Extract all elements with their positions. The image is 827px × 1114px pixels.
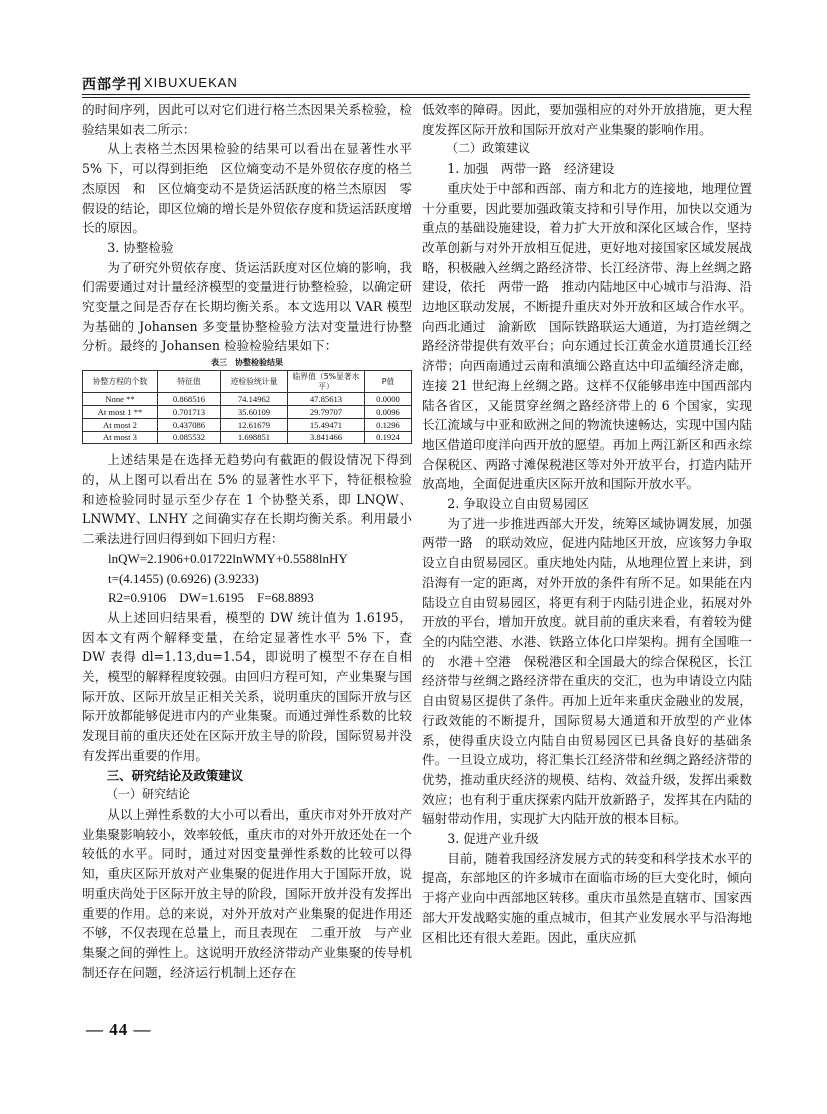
cointegration-table (82, 370, 412, 444)
paragraph: 目前，随着我国经济发展方式的转变和科学技术水平的提高，东部地区的许多城市在面临市场的巨大变化时，倾向于将产业向中西部地区转移。重庆市虽然是直辖市、国家西部大开发战略实施的重点城市，但其产业发展水平与沿海地区相比还有很大差距。因此，重庆应抓 (422, 850, 752, 945)
table-header-cell: 迹检验统计量 (221, 371, 288, 393)
table-row (83, 393, 412, 406)
paragraph: 从上述回归结果看，模型的 DW 统计值为 1.6195，因本文有两个解释变量，在给定显著性水平 5% 下，查 DW 表得 dl=1.13,du=1.54，即说明了模型不存在自相关，模型的解释程度较强。由回归方程可知，产业集聚与国际开放、区际开放呈正相关关系，说明重庆的国际开放与区际开放都能够促进市内的产业集聚。而通过弹性系数的比较发现目前的重庆还处在区际开放主导的阶段，国际贸易并没有发挥出重要的作用。 (82, 609, 412, 763)
table-cell: At most 3 (83, 431, 158, 444)
section-heading: 三、研究结论及政策建议 (106, 767, 244, 783)
table-cell: 47.85613 (288, 393, 365, 406)
paragraph: 为了研究外贸依存度、货运活跃度对区位熵的影响，我们需要通过对计量经济模型的变量进行协整检验，以确定研究变量之间是否存在长期均衡关系。本文选用以 VAR 模型为基础的 Johansen 多变量协整检验方法对变量进行协整分析。最终的 Johansen 检验检验结果如下： (82, 259, 412, 354)
journal-title-cn: 西部学刊 (82, 77, 142, 93)
table-header-cell: 协整方程的个数 (83, 371, 158, 393)
table-row (83, 431, 412, 444)
table-header-cell: 特征值 (158, 371, 221, 393)
header-rule-thin (82, 97, 750, 98)
subsection-heading: 3. 促进产业升级 (447, 831, 539, 847)
paragraph: 低效率的障碍。因此，要加强相应的对外开放措施，更大程度发挥区际开放和国际开放对产业集聚的影响作用。 (422, 102, 752, 137)
regression-t-values: t=(4.1455) (0.6926) (3.9233) (108, 570, 259, 586)
running-header (82, 74, 750, 96)
table-header-row (83, 371, 412, 393)
subsection-heading: 2. 争取设立自由贸易园区 (447, 496, 590, 512)
subsection-heading: 1. 加强 两带一路 经济建设 (447, 161, 615, 177)
table-cell: 12.61679 (221, 418, 288, 431)
table-cell: 1.698851 (221, 431, 288, 444)
left-column (82, 100, 412, 982)
table-cell: None ** (83, 393, 158, 406)
table-cell: 3.841466 (288, 431, 365, 444)
table-cell: 35.60109 (221, 405, 288, 418)
table-row (83, 405, 412, 418)
table-cell: At most 1 ** (83, 405, 158, 418)
paragraph: 上述结果是在选择无趋势向有截距的假设情况下得到的，从上图可以看出在 5% 的显著性水平下，特征根检验和迹检验同时显示至少存在 1 个协整关系，即 LNQW、LNWMY、LNHY 之间确实存在长期均衡关系。利用最小二乘法进行回归得到如下回归方程： (82, 452, 412, 547)
paragraph: 为了进一步推进西部大开发，统筹区域协调发展，加强 两带一路 的联动效应，促进内陆地区开放，应该努力争取设立自由贸易园区。重庆地处内陆，从地理位置上来讲，到沿海有一定的距离，对外开放的条件有所不足。如果能在内陆设立自由贸易园区，将更有利于内陆引进企业，拓展对外开放的平台，增加开放度。就目前的重庆来看，有着较为健全的内陆空港、水港、铁路立体化口岸架构。拥有全国唯一的 水港＋空港 保税港区和全国最大的综合保税区，长江经济带与丝绸之路经济带在重庆的交汇，也为申请设立内陆自由贸易区提供了条件。再加上近年来重庆金融业的发展，行政效能的不断提升，国际贸易大通道和开放型的产业体系，使得重庆设立内陆自由贸易园区已具备良好的基础条件。一旦设立成功，将汇集长江经济带和丝绸之路经济带的优势，推动重庆经济的规模、结构、效益升级，发挥出乘数效应；也有利于重庆探索内陆开放新路子，发挥其在内陆的辐射带动作用，实现扩大内陆开放的根本目标。 (422, 515, 765, 827)
table-header-cell: P值 (365, 371, 412, 393)
paragraph: 重庆处于中部和西部、南方和北方的连接地，地理位置十分重要，因此要加强政策支持和引导作用，加快以交通为重点的基础设施建设，着力扩大开放和深化区域合作，坚持改革创新与对外开放相互促进，更好地对接国家区域发展战略，积极融入丝绸之路经济带、长江经济带、海上丝绸之路建设，依托 两带一路 推动内陆地区中心城市与沿海、沿边地区联动发展，不断提升重庆对外开放和区域合作水平。向西北通过 渝新欧 国际铁路联运大通道，为打造丝绸之路经济带提供有效平台；向东通过长江黄金水道贯通长江经济带；向西南通过云南和滇缅公路直达中印孟缅经济走廊，连接 21 世纪海上丝绸之路。这样不仅能够串连中国西部内陆各省区，又能贯穿丝绸之路经济带上的 6 个国家，实现长江流域与中亚和欧洲之间的物流快速畅达，实现中国内陆地区借道印度洋向西开放的愿望。再加上两江新区和西永综合保税区、两路寸滩保税港区等对外开放平台，打造内陆开放高地，全面促进重庆区际开放和国际开放水平。 (422, 180, 752, 492)
table-cell: 0.0096 (365, 405, 412, 418)
subsection-heading: （二）政策建议 (446, 141, 531, 156)
table-cell: 0.1296 (365, 418, 412, 431)
paragraph: 的时间序列，因此可以对它们进行格兰杰因果关系检验，检验结果如表二所示： (82, 102, 412, 137)
paragraph: 从以上弹性系数的大小可以看出，重庆市对外开放对产业集聚影响较小，效率较低，重庆市的对外开放还处在一个较低的水平。同时，通过对因变量弹性系数的比较可以得知，重庆区际开放对产业集聚的促进作用大于国际开放，说明重庆尚处于区际开放主导的阶段，国际开放并没有发挥出重要的作用。总的来说，对外开放对产业集聚的促进作用还不够，不仅表现在总量上，而且表现在 二重开放 与产业集聚之间的弹性上。这说明开放经济带动产业集聚的传导机制还存在问题，经济运行机制上还存在 (82, 806, 412, 980)
table-cell: 0.868516 (158, 393, 221, 406)
table-cell: 0.085532 (158, 431, 221, 444)
table-cell: 0.437086 (158, 418, 221, 431)
table-row (83, 418, 412, 431)
paragraph: 从上表格兰杰因果检验的结果可以看出在显著性水平 5% 下，可以得到拒绝 区位熵变动不是外贸依存度的格兰杰原因 和 区位熵变动不是货运活跃度的格兰杰原因 零假设的结论，即区位熵的增长是外贸依存度和货运活跃度增长的原因。 (82, 141, 412, 236)
page-number: — 44 — (86, 1020, 152, 1039)
table-header-cell: 临界值（5%显著水平） (288, 371, 365, 393)
subsection-heading: （一）研究结论 (106, 787, 191, 802)
regression-statistics: R2=0.9106 DW=1.6195 F=68.8893 (108, 590, 314, 606)
table-cell: 0.701713 (158, 405, 221, 418)
table-cell: 15.49471 (288, 418, 365, 431)
regression-equation: lnQW=2.1906+0.01722lnWMY+0.5588lnHY (108, 550, 348, 566)
table-cell: 0.0000 (365, 393, 412, 406)
journal-title-en: XIBUXUEKAN (144, 75, 238, 90)
subsection-heading: 3. 协整检验 (107, 239, 174, 255)
table-cell: At most 2 (83, 418, 158, 431)
table-caption: 表三 协整检验结果 (211, 358, 283, 368)
table-cell: 29.79707 (288, 405, 365, 418)
header-rule (82, 94, 750, 95)
table-cell: 74.14962 (221, 393, 288, 406)
right-column (422, 100, 765, 947)
table-cell: 0.1924 (365, 431, 412, 444)
